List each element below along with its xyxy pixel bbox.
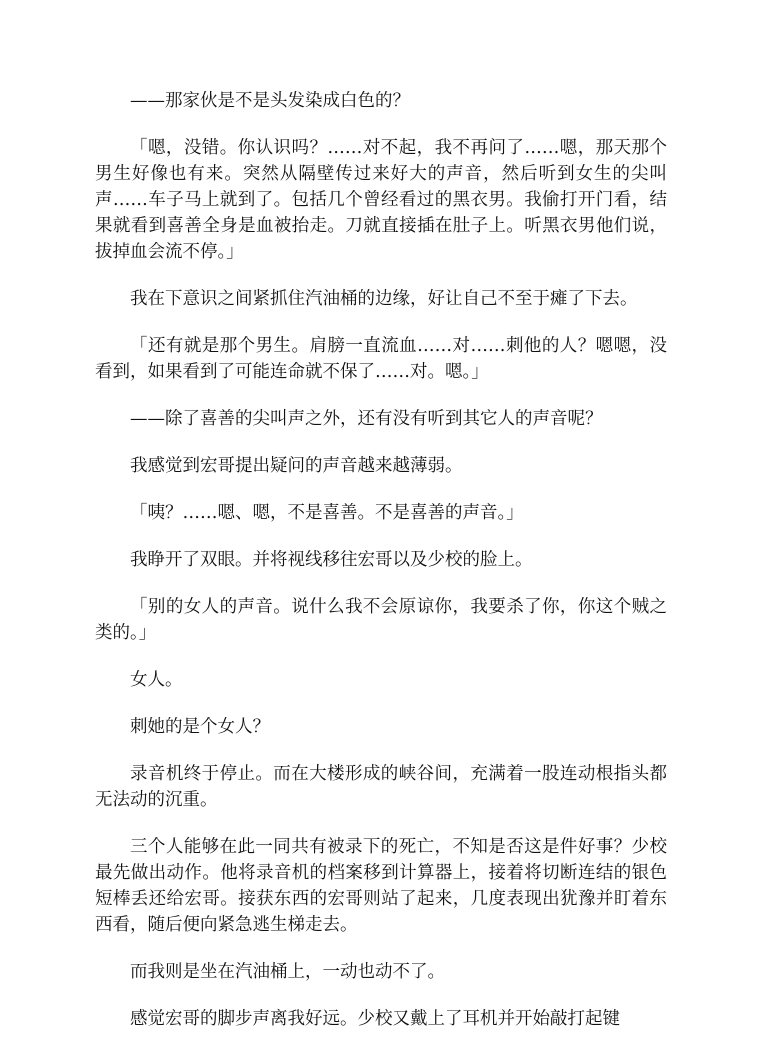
paragraph: 我感觉到宏哥提出疑问的声音越来越薄弱。 (130, 456, 463, 476)
paragraph: 「咦？……嗯、嗯，不是喜善。不是喜善的声音。」 (130, 503, 524, 523)
paragraph: 女人。 (130, 670, 183, 690)
paragraph: 感觉宏哥的脚步声离我好远。少校又戴上了耳机并开始敲打起键 (130, 1009, 620, 1029)
paragraph: 「别的女人的声音。说什么我不会原谅你，我要杀了你，你这个贼之类的。」 (95, 597, 667, 643)
paragraph: 刺她的是个女人？ (130, 717, 270, 737)
paragraph: 我睁开了双眼。并将视线移往宏哥以及少校的脸上。 (130, 550, 533, 570)
paragraph: 「还有就是那个男生。肩膀一直流血……对……刺他的人？嗯嗯，没看到，如果看到了可能连命就不保了……对。嗯。」 (95, 336, 667, 382)
paragraph: 我在下意识之间紧抓住汽油桶的边缘，好让自己不至于瘫了下去。 (130, 289, 638, 309)
paragraph: 三个人能够在此一同共有被录下的死亡，不知是否这是件好事？少校最先做出动作。他将录音机的档案移到计算器上，接着将切断连结的银色短棒丢还给宏哥。接获东西的宏哥则站了起来，几度表现出犹豫并盯着东西看，随后便向紧急逃生梯走去。 (95, 837, 667, 935)
paragraph: ——那家伙是不是头发染成白色的？ (130, 91, 410, 111)
paragraph: 而我则是坐在汽油桶上，一动也动不了。 (130, 962, 445, 982)
paragraph: 「嗯，没错。你认识吗？……对不起，我不再问了……嗯，那天那个男生好像也有来。突然从隔壁传过来好大的声音，然后听到女生的尖叫声……车子马上就到了。包括几个曾经看过的黑衣男。我偷打开门看，结果就看到喜善全身是血被抬走。刀就直接插在肚子上。听黑衣男他们说，拔掉血会流不停。」 (95, 138, 667, 262)
paragraph: ——除了喜善的尖叫声之外，还有没有听到其它人的声音呢？ (130, 409, 603, 429)
paragraph: 录音机终于停止。而在大楼形成的峡谷间，充满着一股连动根指头都无法动的沉重。 (95, 764, 667, 810)
document-page (95, 88, 667, 1053)
